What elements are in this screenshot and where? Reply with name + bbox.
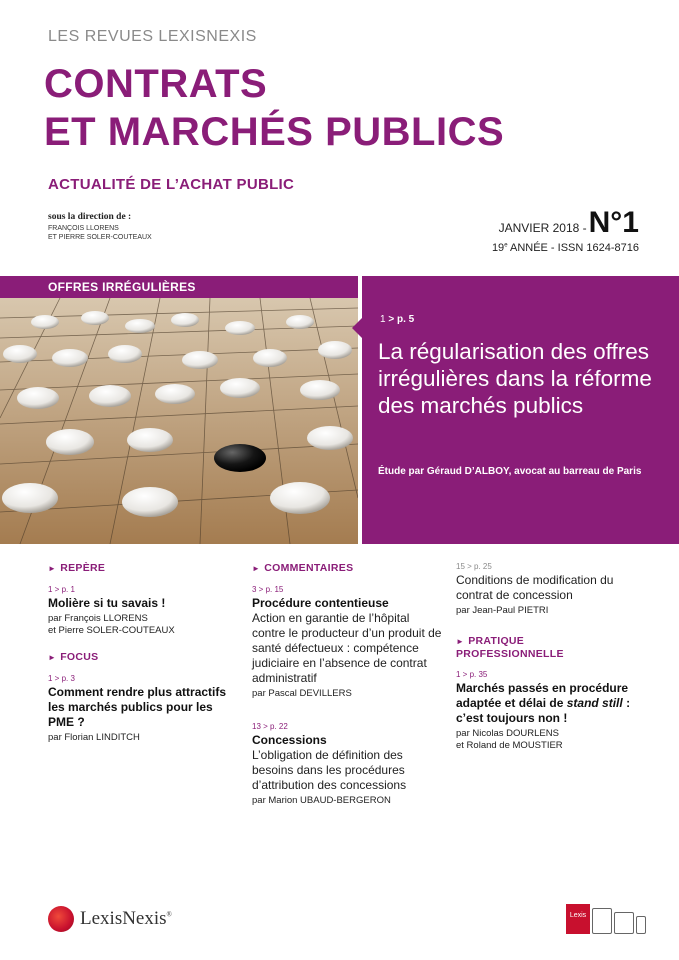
tablet-icon — [614, 912, 634, 934]
journal-subtitle: ACTUALITÉ DE L’ACHAT PUBLIC — [48, 176, 295, 193]
article-procedure[interactable] — [252, 585, 442, 700]
section-focus — [48, 651, 238, 664]
feature-title[interactable]: La régularisation des offres irrégulières dans la réforme des marchés publics — [378, 339, 652, 418]
issue-info — [492, 208, 639, 254]
article-author-2: et Pierre SOLER-COUTEAUX — [48, 625, 175, 636]
section-repere — [48, 562, 238, 575]
column-2 — [252, 562, 442, 807]
phone-icon — [636, 916, 646, 934]
article-author: par Nicolas DOURLENS — [456, 728, 559, 739]
article-title[interactable] — [456, 681, 646, 726]
article-modification[interactable] — [456, 562, 646, 617]
director-name-2: ET PIERRE SOLER-COUTEAUX — [48, 234, 152, 241]
article-title-emphasis: stand still — [566, 696, 623, 710]
section-repere-label: REPÈRE — [60, 562, 106, 574]
feature-ref-page: > p. 5 — [388, 314, 415, 325]
article-title[interactable]: Molière si tu savais ! — [48, 596, 166, 610]
brand-reg: ® — [166, 910, 172, 919]
brand-name: LexisNexis — [80, 908, 167, 929]
article-pme[interactable] — [48, 674, 238, 744]
article-description[interactable]: Conditions de modification du contrat de concession — [456, 573, 614, 602]
section-label: OFFRES IRRÉGULIÈRES — [48, 280, 196, 294]
go-board-photo — [0, 298, 358, 544]
article-author: par François LLORENS — [48, 613, 148, 624]
feature-notch — [352, 318, 362, 338]
article-author: par Florian LINDITCH — [48, 732, 140, 743]
issue-date: JANVIER 2018 - — [498, 221, 587, 235]
article-page-ref: 3 > p. 15 — [252, 585, 284, 594]
article-author: par Jean-Paul PIETRI — [456, 605, 549, 616]
journal-title-line2: ET MARCHÉS PUBLICS — [44, 110, 505, 154]
issue-year-issn — [492, 242, 639, 254]
article-page-ref: 1 > p. 3 — [48, 674, 75, 683]
article-page-ref: 1 > p. 35 — [456, 670, 488, 679]
feature-ref-num: 1 — [380, 314, 386, 325]
lexisnexis-logo-icon — [48, 906, 74, 932]
feature-article[interactable] — [362, 276, 679, 544]
journal-title-line1: CONTRATS — [44, 62, 268, 106]
journal-title — [44, 60, 504, 156]
triangle-bullet-icon: ► — [456, 637, 465, 646]
column-1 — [48, 562, 238, 744]
annee-num: 19 — [491, 242, 505, 254]
feature-band — [0, 276, 679, 544]
article-title[interactable]: Concessions — [252, 733, 327, 747]
digital-badges — [566, 904, 646, 934]
section-pratique-label: PRATIQUE PROFESSIONNELLE — [456, 635, 564, 660]
article-title[interactable]: Procédure contentieuse — [252, 596, 389, 610]
feature-ref — [380, 314, 414, 325]
article-description: L’obligation de définition des besoins dans les procédures d’attribution des concessions — [252, 748, 407, 792]
triangle-bullet-icon: ► — [48, 653, 57, 662]
article-mapa[interactable] — [456, 670, 646, 752]
triangle-bullet-icon: ► — [48, 564, 57, 573]
director-name-1: FRANÇOIS LLORENS — [48, 225, 119, 232]
annee-rest: ANNÉE - ISSN 1624-8716 — [507, 242, 639, 254]
lexis-badge: Lexis — [566, 904, 590, 934]
triangle-bullet-icon: ► — [252, 564, 261, 573]
article-title[interactable]: Comment rendre plus attractifs les marchés publics pour les PME ? — [48, 685, 227, 729]
article-author: par Pascal DEVILLERS — [252, 688, 352, 699]
lexisnexis-logo — [48, 906, 172, 932]
feature-author: Étude par Géraud D’ALBOY, avocat au barreau de Paris — [378, 466, 642, 477]
go-board-illustration — [0, 298, 358, 544]
section-commentaires — [252, 562, 442, 575]
article-moliere[interactable] — [48, 585, 238, 637]
direction-label: sous la direction de : — [48, 212, 132, 222]
article-author-2: et Roland de MOUSTIER — [456, 740, 563, 751]
article-page-ref: 13 > p. 22 — [252, 722, 288, 731]
article-title-part-a: Marchés passés en procédure adaptée et délai de — [456, 681, 629, 710]
article-concessions[interactable] — [252, 722, 442, 807]
lexisnexis-wordmark — [80, 908, 172, 930]
section-commentaires-label: COMMENTAIRES — [264, 562, 354, 574]
section-bar — [0, 276, 358, 298]
article-description: Action en garantie de l’hôpital contre le producteur d’un produit de santé défectueux : compétence judiciaire en l’absence de contrat administratif — [252, 611, 442, 685]
annee-sup: e — [504, 242, 508, 249]
article-author: par Marion UBAUD-BERGERON — [252, 795, 391, 806]
article-title-part-b: : c’est toujours non ! — [456, 696, 631, 725]
section-pratique — [456, 635, 586, 660]
column-3 — [456, 562, 646, 752]
direction-block — [48, 212, 268, 242]
article-page-ref: 15 > p. 25 — [456, 562, 492, 571]
section-focus-label: FOCUS — [60, 651, 99, 663]
series-name: LES REVUES LEXISNEXIS — [48, 28, 257, 45]
article-page-ref: 1 > p. 1 — [48, 585, 75, 594]
issue-number: N°1 — [588, 206, 639, 239]
tablet-icon — [592, 908, 612, 934]
